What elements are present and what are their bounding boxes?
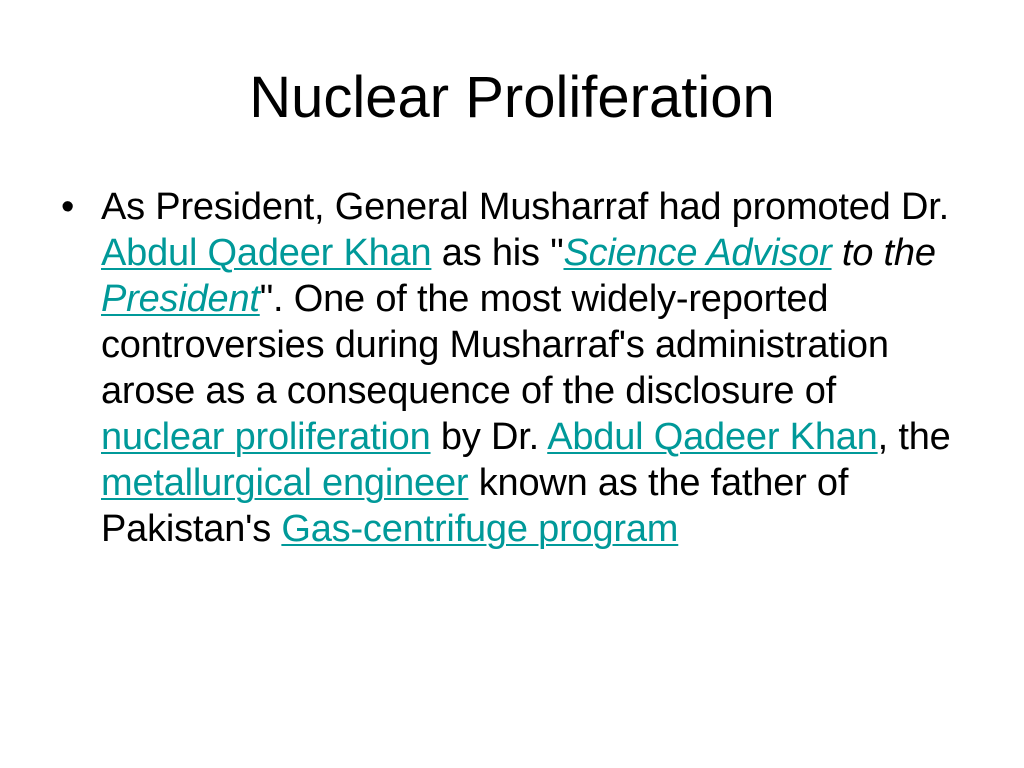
bullet-list (58, 184, 968, 552)
bullet-marker: • (61, 186, 75, 228)
slide-title: Nuclear Proliferation (249, 65, 775, 130)
link-metallurgical-engineer[interactable]: metallurgical engineer (101, 462, 469, 504)
link-abdul-qadeer-khan[interactable]: Abdul Qadeer Khan (101, 232, 432, 274)
bullet-item (58, 184, 968, 552)
text-segment: as his " (431, 232, 564, 274)
text-segment: by Dr. (430, 416, 548, 458)
text-segment: known as the father of Pakistan's (101, 462, 849, 550)
text-segment-italic: to the (831, 232, 936, 274)
link-gas-centrifuge-program[interactable]: Gas-centrifuge program (281, 508, 679, 550)
link-science-advisor[interactable]: Science Advisor (563, 232, 832, 274)
text-segment: As President, General Musharraf had promoted Dr. (101, 186, 949, 228)
text-segment: ". One of the most widely-reported controversies during Musharraf's administration arose as a consequence of the disclosure of (101, 278, 889, 412)
text-segment: , the (877, 416, 951, 458)
link-president[interactable]: President (101, 278, 260, 320)
link-nuclear-proliferation[interactable]: nuclear proliferation (101, 416, 431, 458)
link-abdul-qadeer-khan-2[interactable]: Abdul Qadeer Khan (547, 416, 878, 458)
